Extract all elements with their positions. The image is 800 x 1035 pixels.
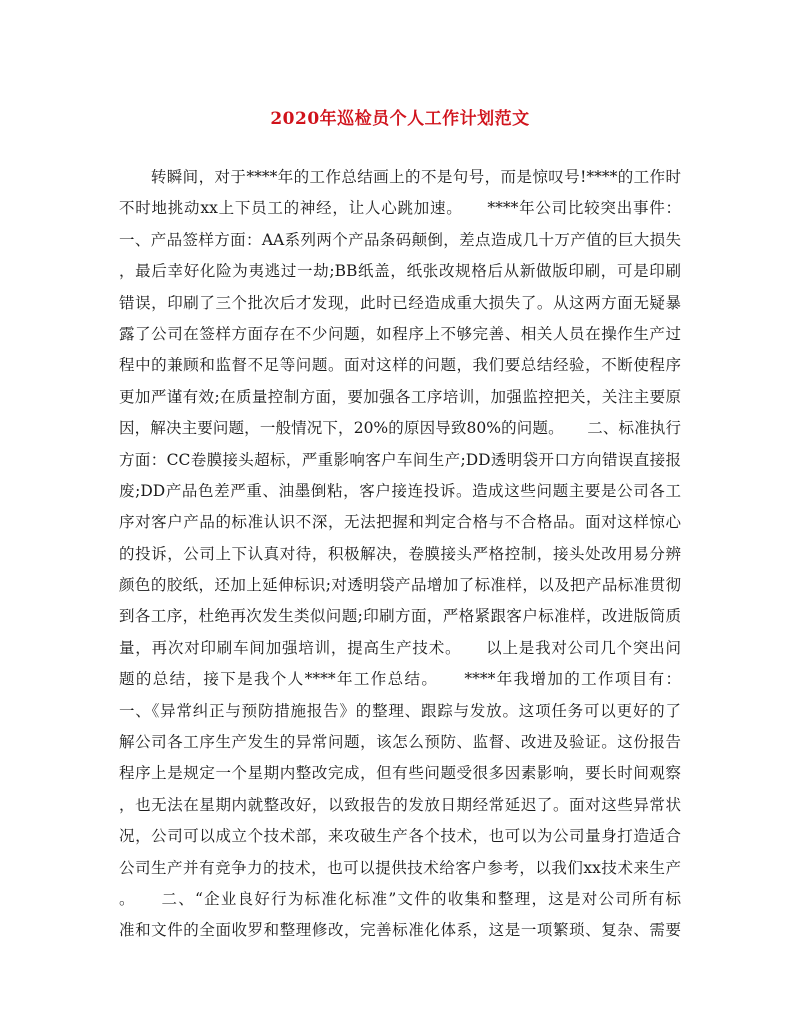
body-line: 到各工序，杜绝再次发生类似问题;印刷方面，严格紧跟客户标准样，改进版筒质 — [119, 607, 681, 626]
body-line: 程中的兼顾和监督不足等问题。面对这样的问题，我们要总结经验，不断使程序 — [119, 356, 681, 375]
body-line: ，最后幸好化险为夷逃过一劫;BB纸盖，纸张改规格后从新做版印刷，可是印刷 — [119, 262, 681, 281]
body-line: 露了公司在签样方面存在不少问题，如程序上不够完善、相关人员在操作生产过 — [119, 324, 681, 343]
body-line: 公司生产并有竞争力的技术，也可以提供技术给客户参考，以我们xx技术来生产 — [119, 858, 681, 877]
body-line: 准和文件的全面收罗和整理修改，完善标准化体系，这是一项繁琐、复杂、需要 — [119, 921, 681, 940]
body-line: 解公司各工序生产发生的异常问题，该怎么预防、监督、改进及验证。这份报告 — [119, 733, 681, 752]
body-line: 程序上是规定一个星期内整改完成，但有些问题受很多因素影响，要长时间观察 — [119, 764, 681, 783]
body-line: 量，再次对印刷车间加强培训，提高生产技术。 以上是我对公司几个突出问 — [119, 638, 681, 657]
body-line: 题的总结，接下是我个人****年工作总结。 ****年我增加的工作项目有： — [119, 670, 681, 689]
body-line: 序对客户产品的标准认识不深，无法把握和判定合格与不合格品。面对这样惊心 — [119, 513, 681, 532]
body-line: 颜色的胶纸，还加上延伸标识;对透明袋产品增加了标准样，以及把产品标准贯彻 — [119, 576, 681, 595]
body-line: 更加严谨有效;在质量控制方面，要加强各工序培训，加强监控把关，关注主要原 — [119, 387, 681, 406]
body-line: ，也无法在星期内就整改好，以致报告的发放日期经常延迟了。面对这些异常状 — [119, 795, 681, 814]
body-line: 的投诉，公司上下认真对待，积极解决，卷膜接头严格控制，接头处改用易分辨 — [119, 544, 681, 563]
body-line: 。 二、“企业良好行为标准化标准”文件的收集和整理，这是对公司所有标 — [119, 889, 681, 908]
body-line: 一、《异常纠正与预防措施报告》的整理、跟踪与发放。这项任务可以更好的了 — [119, 701, 681, 720]
body-line: 一、产品签样方面：AA系列两个产品条码颠倒，差点造成几十万产值的巨大损失 — [119, 230, 681, 249]
document-title: 2020年巡检员个人工作计划范文 — [270, 109, 530, 129]
body-line: 不时地挑动xx上下员工的神经，让人心跳加速。 ****年公司比较突出事件： — [119, 199, 681, 218]
body-line: 因，解决主要问题，一般情况下，20%的原因导致80%的问题。 二、标准执行 — [119, 419, 681, 438]
body-line: 转瞬间，对于****年的工作总结画上的不是句号，而是惊叹号!****的工作时 — [119, 168, 681, 186]
document-body — [119, 162, 681, 947]
body-line: 况，公司可以成立个技术部，来攻破生产各个技术，也可以为公司量身打造适合 — [119, 827, 681, 846]
body-line: 废;DD产品色差严重、油墨倒粘，客户接连投诉。造成这些问题主要是公司各工 — [119, 481, 681, 500]
body-line: 方面：CC卷膜接头超标，严重影响客户车间生产;DD透明袋开口方向错误直接报 — [119, 450, 681, 469]
body-line: 错误，印刷了三个批次后才发现，此时已经造成重大损失了。从这两方面无疑暴 — [119, 293, 681, 312]
